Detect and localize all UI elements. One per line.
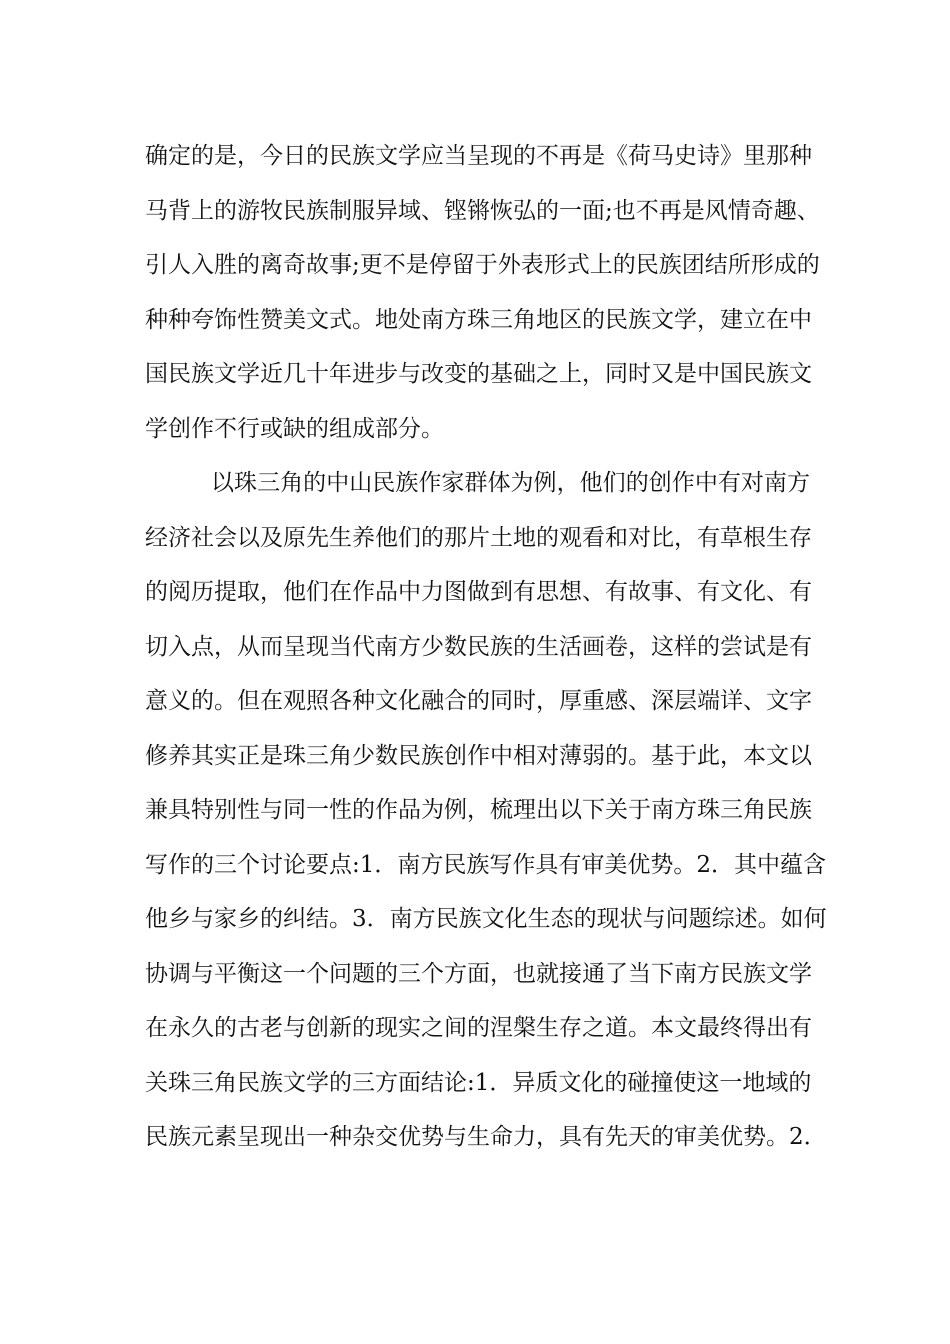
- text-line: 写作的三个讨论要点:1．南方民族写作具有审美优势。2．其中蕴含: [145, 851, 827, 878]
- text-line: 以珠三角的中山民族作家群体为例，他们的创作中有对南方: [211, 470, 810, 496]
- text-line: 种种夸饰性赞美文式。地处南方珠三角地区的民族文学，建立在中: [145, 306, 812, 333]
- text-line: 他乡与家乡的纠结。3．南方民族文化生态的现状与问题综述。如何: [145, 906, 827, 932]
- text-line: 在永久的古老与创新的现实之间的涅槃生存之道。本文最终得出有: [145, 1015, 812, 1041]
- text-line: 修养其实正是珠三角少数民族创作中相对薄弱的。基于此，本文以: [145, 742, 812, 769]
- text-line: 协调与平衡这一个问题的三个方面，也就接通了当下南方民族文学: [145, 960, 812, 987]
- text-line: 切入点，从而呈现当代南方少数民族的生活画卷，这样的尝试是有: [145, 633, 812, 660]
- text-line: 关珠三角民族文学的三方面结论:1．异质文化的碰撞使这一地域的: [145, 1069, 812, 1096]
- paragraph-2: [145, 456, 827, 1165]
- body-text: [145, 129, 827, 1165]
- text-line: 国民族文学近几十年进步与改变的基础之上，同时又是中国民族文: [145, 361, 812, 387]
- text-line: 的阅历提取，他们在作品中力图做到有思想、有故事、有文化、有: [145, 579, 812, 605]
- text-line: 意义的。但在观照各种文化融合的同时，厚重感、深层端详、文字: [145, 688, 812, 714]
- text-line: 马背上的游牧民族制服异域、铿锵恢弘的一面;也不再是风情奇趣、: [145, 197, 820, 224]
- text-line: 引人入胜的离奇故事;更不是停留于外表形式上的民族团结所形成的: [145, 252, 820, 278]
- text-line: 民族元素呈现出一种杂交优势与生命力，具有先天的审美优势。2．: [145, 1124, 827, 1150]
- text-line: 学创作不行或缺的组成部分。: [145, 415, 444, 442]
- text-line: 确定的是，今日的民族文学应当呈现的不再是《荷马史诗》里那种: [145, 143, 812, 169]
- text-line: 经济社会以及原先生养他们的那片土地的观看和对比，有草根生存: [145, 524, 812, 551]
- text-line: 兼具特别性与同一性的作品为例，梳理出以下关于南方珠三角民族: [145, 797, 812, 823]
- paragraph-1: [145, 129, 820, 456]
